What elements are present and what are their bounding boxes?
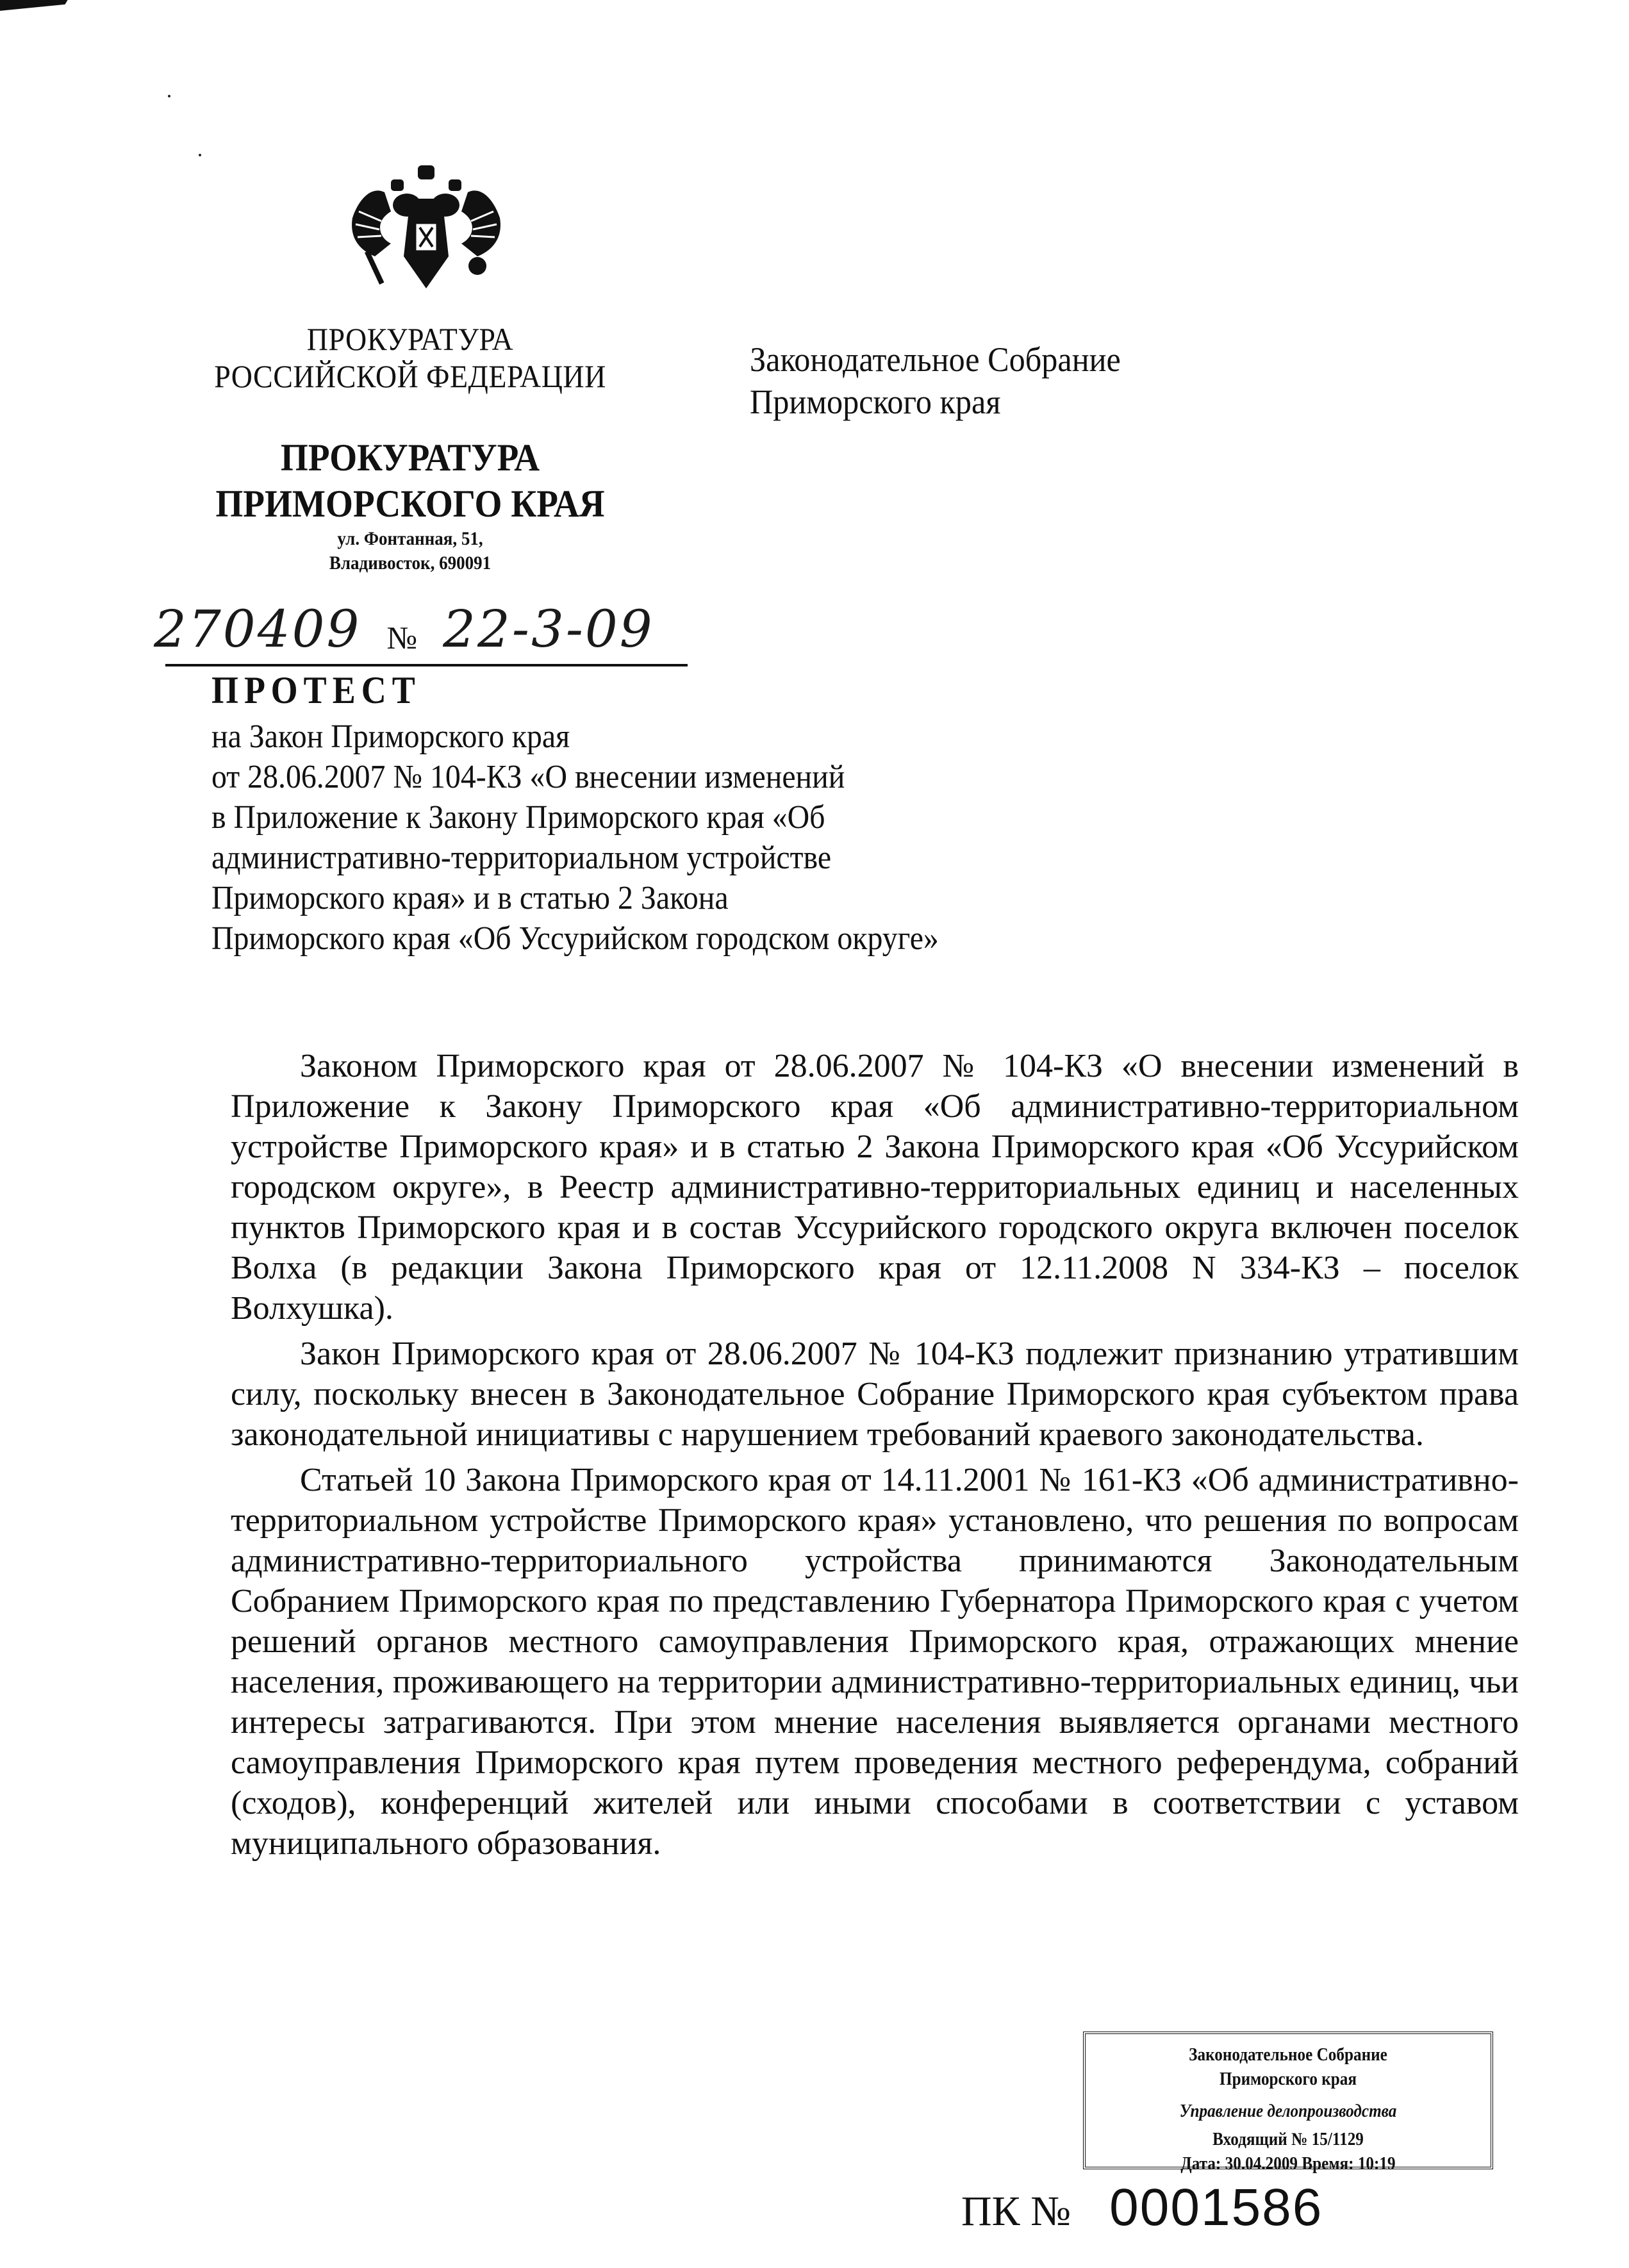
pk-label: ПК № bbox=[961, 2188, 1071, 2235]
subject-line: Приморского края» и в статью 2 Закона bbox=[211, 880, 729, 916]
stamp-incoming-number: Входящий № 15/1129 bbox=[1212, 2130, 1364, 2149]
subject-line: на Закон Приморского края bbox=[211, 718, 570, 755]
org-name-line1: ПРОКУРАТУРА bbox=[306, 321, 514, 357]
address-line1: ул. Фонтанная, 51, bbox=[337, 528, 483, 549]
handwritten-date: 270409 bbox=[154, 599, 361, 659]
subject-line: в Приложение к Закону Приморского края «Об bbox=[211, 799, 825, 836]
subject-line: Приморского края «Об Уссурийском городском округе» bbox=[211, 920, 939, 957]
registration-line bbox=[154, 596, 654, 660]
stamp-line2: Приморского края bbox=[1219, 2069, 1357, 2089]
address-line2: Владивосток, 690091 bbox=[329, 552, 492, 574]
body-paragraph: Законом Приморского края от 28.06.2007 № 104-КЗ «О внесении изменений в Приложение к Закону Приморского края «Об административно-территориальном устройстве Приморского края» и в статью 2 Закона Приморского края «Об Уссурийском городском округе», в Реестр административно-территориальных единиц и населенных пунктов Приморского края и в состав Уссурийского городского округа включен поселок Волха (в редакции Закона Приморского края от 12.11.2008 N 334-КЗ – поселок Волхушка). bbox=[231, 1048, 1519, 1327]
number-sign: № bbox=[386, 620, 418, 656]
sender-header bbox=[167, 320, 654, 575]
registration-underline bbox=[165, 664, 688, 666]
scan-corner-mark bbox=[0, 0, 72, 12]
addressee-line1: Законодательное Собрание bbox=[750, 340, 1121, 379]
scan-speck bbox=[168, 95, 170, 97]
stamp-date-time: Дата: 30.04.2009 Время: 10:19 bbox=[1180, 2154, 1396, 2174]
body-paragraph: Статьей 10 Закона Приморского края от 14.11.2001 № 161-КЗ «Об административно-территориальном устройстве Приморского края» установлено, что решения по вопросам административно-территориального устройства принимаются Законодательным Собранием Приморского края по представлению Губернатора Приморского края с учетом решений органов местного самоуправления Приморского края, отражающих мнение населения, проживающего на территории административно-территориальных единиц, чьи интересы затрагиваются. При этом мнение населения выявляется органами местного самоуправления Приморского края путем проведения местного референдума, собраний (сходов), конференций жителей или иными способами в соответствии с уставом муниципального образования. bbox=[231, 1462, 1519, 1862]
stamp-dept: Управление делопроизводства bbox=[1179, 2101, 1397, 2121]
subject-block bbox=[211, 716, 939, 959]
dept-name-line1: ПРОКУРАТУРА bbox=[280, 436, 540, 479]
subject-line: административно-территориальном устройстве bbox=[211, 840, 832, 876]
handwritten-number: 22-3-09 bbox=[443, 599, 654, 659]
subject-line: от 28.06.2007 № 104-КЗ «О внесении изменений bbox=[211, 759, 845, 795]
org-name-line2: РОССИЙСКОЙ ФЕДЕРАЦИИ bbox=[214, 358, 606, 394]
addressee bbox=[750, 338, 1121, 423]
body-paragraph: Закон Приморского края от 28.06.2007 № 104-КЗ подлежит признанию утратившим силу, поскольку внесен в Законодательное Собрание Приморского края субъектом права законодательной инициативы с нарушением требований краевого законодательства. bbox=[231, 1336, 1519, 1453]
addressee-line2: Приморского края bbox=[750, 383, 1001, 421]
pk-line bbox=[961, 2179, 1323, 2237]
stamp-line1: Законодательное Собрание bbox=[1189, 2045, 1387, 2065]
scan-speck bbox=[199, 154, 201, 156]
document-title: ПРОТЕСТ bbox=[211, 669, 421, 711]
body-text bbox=[231, 1046, 1519, 1869]
emblem-eagle-icon bbox=[346, 160, 506, 295]
pk-number: 0001586 bbox=[1109, 2178, 1323, 2237]
dept-name-line2: ПРИМОРСКОГО КРАЯ bbox=[215, 483, 605, 525]
incoming-registration-stamp bbox=[1083, 2032, 1493, 2174]
